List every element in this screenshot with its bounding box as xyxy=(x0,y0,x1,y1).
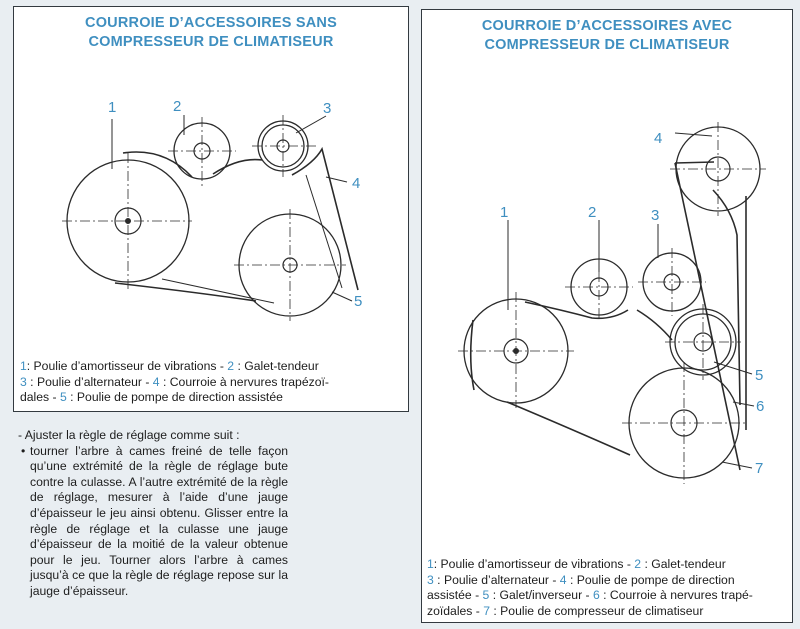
callout-1: 1 xyxy=(108,99,117,116)
belt-diagram-without-ac xyxy=(14,7,410,352)
legend-text-5: : Poulie de pompe de direction assistée xyxy=(66,390,283,404)
centre-lines xyxy=(458,122,766,484)
bullet: • xyxy=(21,443,26,458)
legend-without-ac xyxy=(20,359,404,406)
legend-num-1: 1 xyxy=(20,359,27,373)
legend-text-1: : Poulie d’amortisseur de vibrations - xyxy=(26,359,228,373)
legend-num-5: 5 xyxy=(59,390,67,404)
legend-text-3: : Poulie d’alternateur - xyxy=(26,374,153,389)
legend-text-4: : Courroie à nervures trapézoï- xyxy=(159,374,329,389)
legend-num-2: 2 xyxy=(227,359,235,373)
legend-with-ac xyxy=(427,557,789,619)
instructions-text xyxy=(18,428,288,600)
callout-2: 2 xyxy=(588,204,597,221)
legend-num-4: 4 xyxy=(559,572,567,587)
instructions-item xyxy=(21,443,288,600)
callout-1: 1 xyxy=(500,204,509,221)
legend-num-4: 4 xyxy=(152,374,160,389)
callout-7: 7 xyxy=(755,460,764,477)
title-line-2: COMPRESSEUR DE CLIMATISEUR xyxy=(484,37,730,53)
diagram-panel-without-ac xyxy=(13,6,409,412)
diagram-panel-with-ac xyxy=(421,9,793,623)
legend-text-5: : Galet/inverseur - xyxy=(489,588,593,602)
legend-text-2: : Galet-tendeur xyxy=(641,557,726,571)
title-line-1: COURROIE D’ACCESSOIRES SANS xyxy=(85,15,337,31)
callout-3: 3 xyxy=(323,100,332,117)
legend-num-3: 3 xyxy=(427,572,434,587)
legend-num-7: 7 xyxy=(483,603,491,618)
callout-5: 5 xyxy=(354,293,363,310)
title-line-1: COURROIE D’ACCESSOIRES AVEC xyxy=(481,18,733,34)
legend-text-4b: assistée - xyxy=(427,588,483,602)
title-line-2: COMPRESSEUR DE CLIMATISEUR xyxy=(88,34,334,50)
legend-text-4: : Poulie de pompe de direction xyxy=(566,572,735,587)
belt xyxy=(115,149,361,303)
legend-text-1: : Poulie d’amortisseur de vibrations - xyxy=(433,557,635,571)
legend-text-4b: dales - xyxy=(20,390,60,404)
legend-num-5: 5 xyxy=(482,588,490,602)
legend-num-2: 2 xyxy=(634,557,642,571)
legend-text-7: : Poulie de compresseur de climatiseur xyxy=(490,603,704,618)
belt-diagram-with-ac xyxy=(422,10,794,550)
legend-num-3: 3 xyxy=(20,374,27,389)
callout-3: 3 xyxy=(651,207,660,224)
legend-num-6: 6 xyxy=(592,588,600,602)
legend-text-6: : Courroie à nervures trapé- xyxy=(599,588,753,602)
legend-num-1: 1 xyxy=(427,557,434,571)
legend-text-2: : Galet-tendeur xyxy=(234,359,319,373)
callout-5: 5 xyxy=(755,367,764,384)
callout-6: 6 xyxy=(756,398,765,415)
callout-4: 4 xyxy=(654,130,663,147)
legend-text-3: : Poulie d’alternateur - xyxy=(433,572,560,587)
legend-text-6b: zoïdales - xyxy=(427,603,484,618)
instructions-lead: - Ajuster la règle de réglage comme suit : xyxy=(18,428,240,442)
instructions-item-text: tourner l’arbre à cames freiné de telle façon qu’une extrémité de la règle de réglage bute contre la culasse. A l’autre extrémité de la règle de réglage, mesurer à l’aide d’une jauge d’épaisseur le jeu ainsi obtenu. Glisser entre la règle de réglage et la culasse une jauge d’épaisseur de la moitié de la valeur obtenue pour le jeu. Tourner alors l’arbre à cames jusqu’à ce que la règle de réglage repose sur la jauge d’épaisseur. xyxy=(30,443,288,598)
callout-2: 2 xyxy=(173,98,182,115)
callout-4: 4 xyxy=(352,175,361,192)
